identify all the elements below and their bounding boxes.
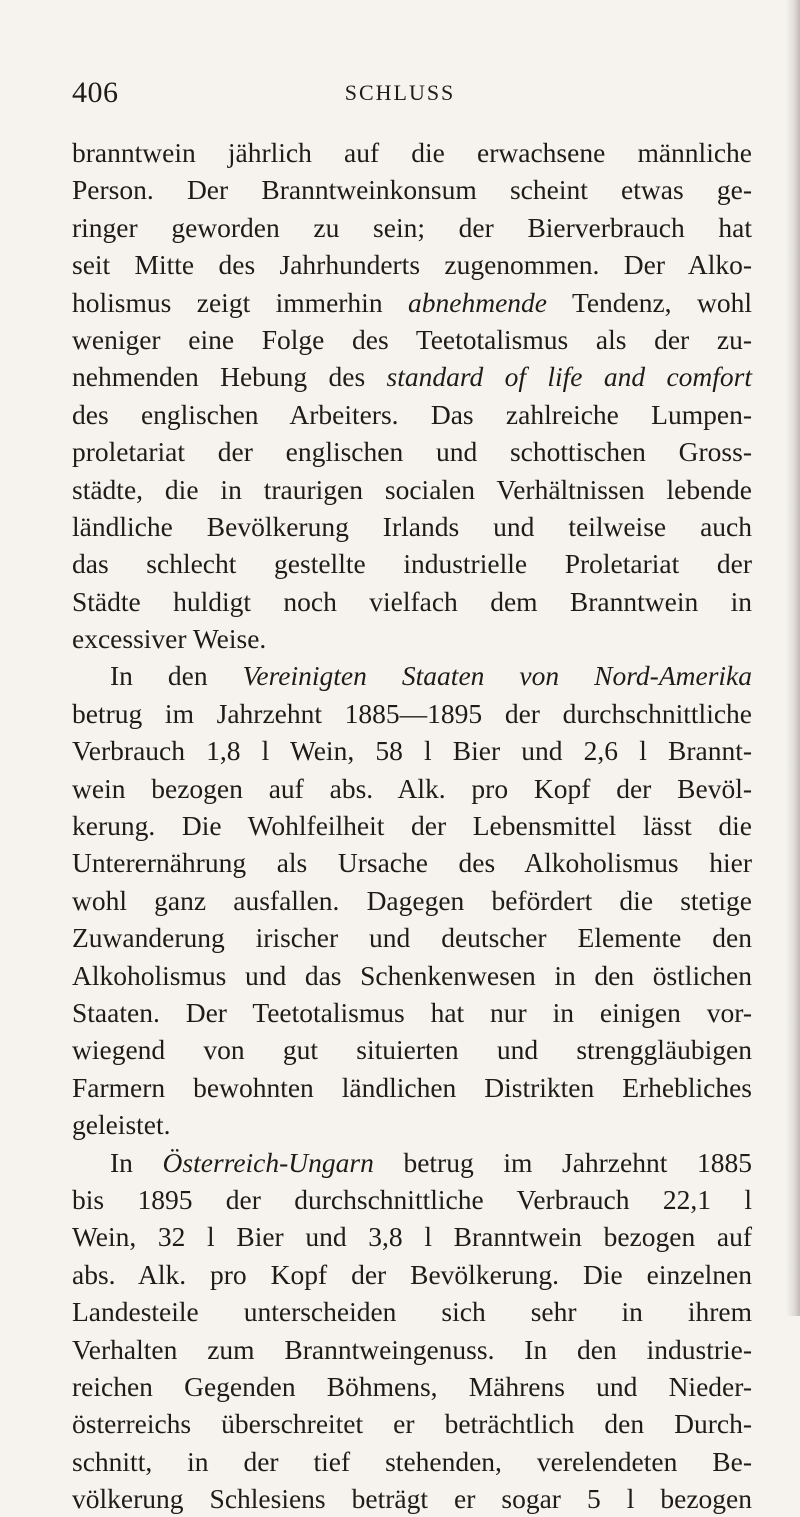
text-segment: Verbrauch 1,8 l Wein, 58 l Bier und 2,6 l Brannt- [72,735,752,767]
text-line [72,882,752,919]
page-gutter-shadow [786,0,800,1316]
text-line [72,1293,752,1330]
text-segment: wein bezogen auf abs. Alk. pro Kopf der Bevöl- [72,772,752,804]
text-segment: bis 1895 der durchschnittliche Verbrauch 22,1 l [72,1183,752,1215]
text-segment: In den [110,660,243,692]
text-line [72,358,752,395]
text-segment: Alkoholismus und das Schenkenwesen in den östlichen [72,959,752,991]
text-line [72,1480,752,1517]
text-segment: des englischen Arbeiters. Das zahlreiche Lumpen- [72,398,752,430]
text-line [72,321,752,358]
text-segment: proletariat der englischen und schottischen Gross- [72,436,752,468]
text-line [72,1144,752,1181]
text-segment: geleistet. [72,1109,171,1141]
page-number: 406 [72,76,119,109]
text-line [72,1368,752,1405]
text-segment: In [110,1146,163,1178]
text-line [72,1031,752,1068]
text-line [72,770,752,807]
text-line [72,695,752,732]
text-segment: Tendenz, wohl [547,286,752,318]
italic-text: standard of life and comfort [386,361,753,393]
text-segment: Unterernährung als Ursache des Alkoholismus hier [72,847,752,879]
text-segment: ringer geworden zu sein; der Bierverbrauch hat [72,211,752,243]
text-line [72,209,752,246]
text-line [72,471,752,508]
text-line [72,1069,752,1106]
running-head: SCHLUSS [344,80,456,105]
text-line [72,433,752,470]
body-text [72,134,752,1517]
text-segment: wiegend von gut situierten und strenggläubigen [72,1034,752,1066]
text-line [72,1405,752,1442]
text-line [72,545,752,582]
text-line [72,844,752,881]
text-segment: Farmern bewohnten ländlichen Distrikten Erhebliches [72,1071,752,1103]
text-line [72,171,752,208]
text-segment: holismus zeigt immerhin [72,286,409,318]
text-line [72,620,752,657]
text-segment: wohl ganz ausfallen. Dagegen befördert die stetige [72,884,752,916]
text-segment: österreichs überschreitet er beträchtlich den Durch- [72,1408,752,1440]
text-line [72,1106,752,1143]
text-line [72,732,752,769]
text-line [72,1218,752,1255]
text-line [72,994,752,1031]
text-line [72,807,752,844]
italic-text: abnehmende [408,286,547,318]
text-segment: betrug im Jahrzehnt 1885—1895 der durchschnittliche [72,697,752,729]
text-segment: Wein, 32 l Bier und 3,8 l Branntwein bezogen auf [72,1221,752,1253]
text-line [72,1256,752,1293]
text-line [72,246,752,283]
text-line [72,508,752,545]
text-segment: branntwein jährlich auf die erwachsene männliche [72,137,752,168]
text-segment: weniger eine Folge des Teetotalismus als der zu- [72,323,752,355]
text-segment: kerung. Die Wohlfeilheit der Lebensmittel lässt die [72,810,752,842]
italic-text: Österreich-Ungarn [162,1146,374,1178]
text-line [72,957,752,994]
text-segment: städte, die in traurigen socialen Verhältnissen lebende [72,473,752,505]
text-segment: excessiver Weise. [72,623,267,655]
text-segment: völkerung Schlesiens beträgt er sogar 5 l bezogen [72,1483,752,1515]
text-segment: abs. Alk. pro Kopf der Bevölkerung. Die einzelnen [72,1258,752,1290]
text-segment: Zuwanderung irischer und deutscher Elemente den [72,922,752,954]
text-line [72,583,752,620]
text-line [72,284,752,321]
text-segment: nehmenden Hebung des [72,361,387,393]
italic-text: Vereinigten Staaten von Nord-Amerika [242,660,752,692]
text-line [72,396,752,433]
text-segment: das schlecht gestellte industrielle Proletariat der [72,548,752,580]
text-segment: schnitt, in der tief stehenden, verelendeten Be- [72,1445,752,1477]
text-segment: Städte huldigt noch vielfach dem Branntwein in [72,585,752,617]
text-line [72,657,752,694]
text-segment: Staaten. Der Teetotalismus hat nur in einigen vor- [72,996,752,1028]
text-segment: ländliche Bevölkerung Irlands und teilweise auch [72,510,752,542]
text-segment: reichen Gegenden Böhmens, Mährens und Nieder- [72,1370,752,1402]
text-segment: Person. Der Branntweinkonsum scheint etwas ge- [72,174,752,206]
text-segment: seit Mitte des Jahrhunderts zugenommen. Der Alko- [72,249,752,281]
text-segment: Landesteile unterscheiden sich sehr in ihrem [72,1296,752,1328]
text-line [72,1181,752,1218]
text-segment: betrug im Jahrzehnt 1885 [373,1146,752,1178]
text-segment: Verhalten zum Branntweingenuss. In den industrie- [72,1333,752,1365]
text-line [72,1331,752,1368]
text-line [72,919,752,956]
text-line [72,134,752,171]
text-line [72,1443,752,1480]
